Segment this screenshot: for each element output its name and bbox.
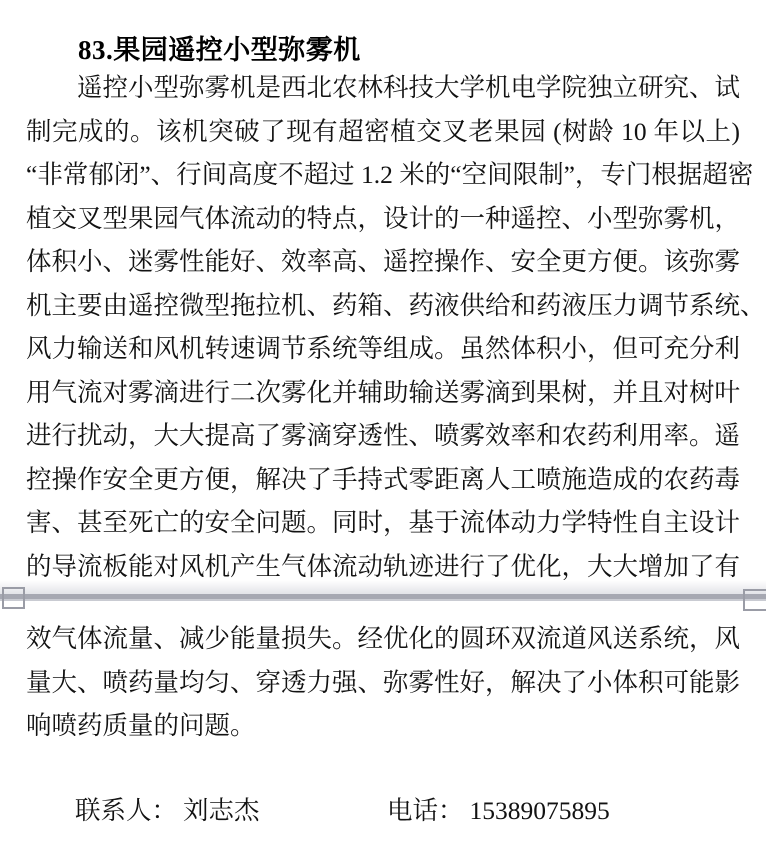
- body-line: 机主要由遥控微型拖拉机、药箱、药液供给和药液压力调节系统、: [26, 290, 766, 320]
- body-line: 风力输送和风机转速调节系统等组成。虽然体积小，但可充分利: [26, 334, 741, 363]
- body-line: 用气流对雾滴进行二次雾化并辅助输送雾滴到果树，并且对树叶: [26, 377, 741, 407]
- body-line: 害、甚至死亡的安全问题。同时，基于流体动力学特性自主设计: [26, 508, 741, 537]
- page1-paragraph: [26, 66, 766, 588]
- body-line: 响喷药质量的问题。: [26, 711, 256, 740]
- body-line: 效气体流量、减少能量损失。经优化的圆环双流道风送系统，风: [26, 624, 741, 653]
- body-line: 植交叉型果园气体流动的特点，设计的一种遥控、小型弥雾机，: [26, 203, 741, 233]
- body-line: “非常郁闭”、行间高度不超过 1.2 米的“空间限制”，专门根据超密: [26, 160, 754, 189]
- body-line: 控操作安全更方便，解决了手持式零距离人工喷施造成的农药毒: [26, 464, 741, 494]
- page-break-divider-shadow: [0, 599, 766, 601]
- contact-phone-value: 15389075895: [469, 796, 610, 825]
- contact-row: [26, 789, 740, 833]
- body-line: 制完成的。该机突破了现有超密植交叉老果园 (树龄 10 年以上): [26, 116, 740, 146]
- contact-person: [75, 789, 260, 833]
- contact-phone-label: 电话：: [387, 796, 464, 825]
- body-line: 进行扰动，大大提高了雾滴穿透性、喷雾效率和农药利用率。遥: [26, 421, 741, 450]
- page-break-fade: [0, 580, 766, 594]
- body-line: 体积小、迷雾性能好、效率高、遥控操作、安全更方便。该弥雾: [26, 247, 741, 276]
- right-margin-marker: [743, 589, 766, 611]
- body-line: 的导流板能对风机产生气体流动轨迹进行了优化，大大增加了有: [26, 551, 741, 581]
- page2-paragraph: [26, 617, 740, 748]
- contact-person-value: 刘志杰: [183, 796, 260, 825]
- body-line: 遥控小型弥雾机是西北农林科技大学机电学院独立研究、试: [77, 73, 741, 102]
- left-margin-marker: [2, 587, 25, 609]
- body-line: 量大、喷药量均匀、穿透力强、弥雾性好，解决了小体积可能影: [26, 667, 741, 697]
- document-title: 83.果园遥控小型弥雾机: [78, 35, 361, 66]
- contact-phone: [387, 789, 610, 833]
- contact-person-label: 联系人：: [75, 796, 178, 825]
